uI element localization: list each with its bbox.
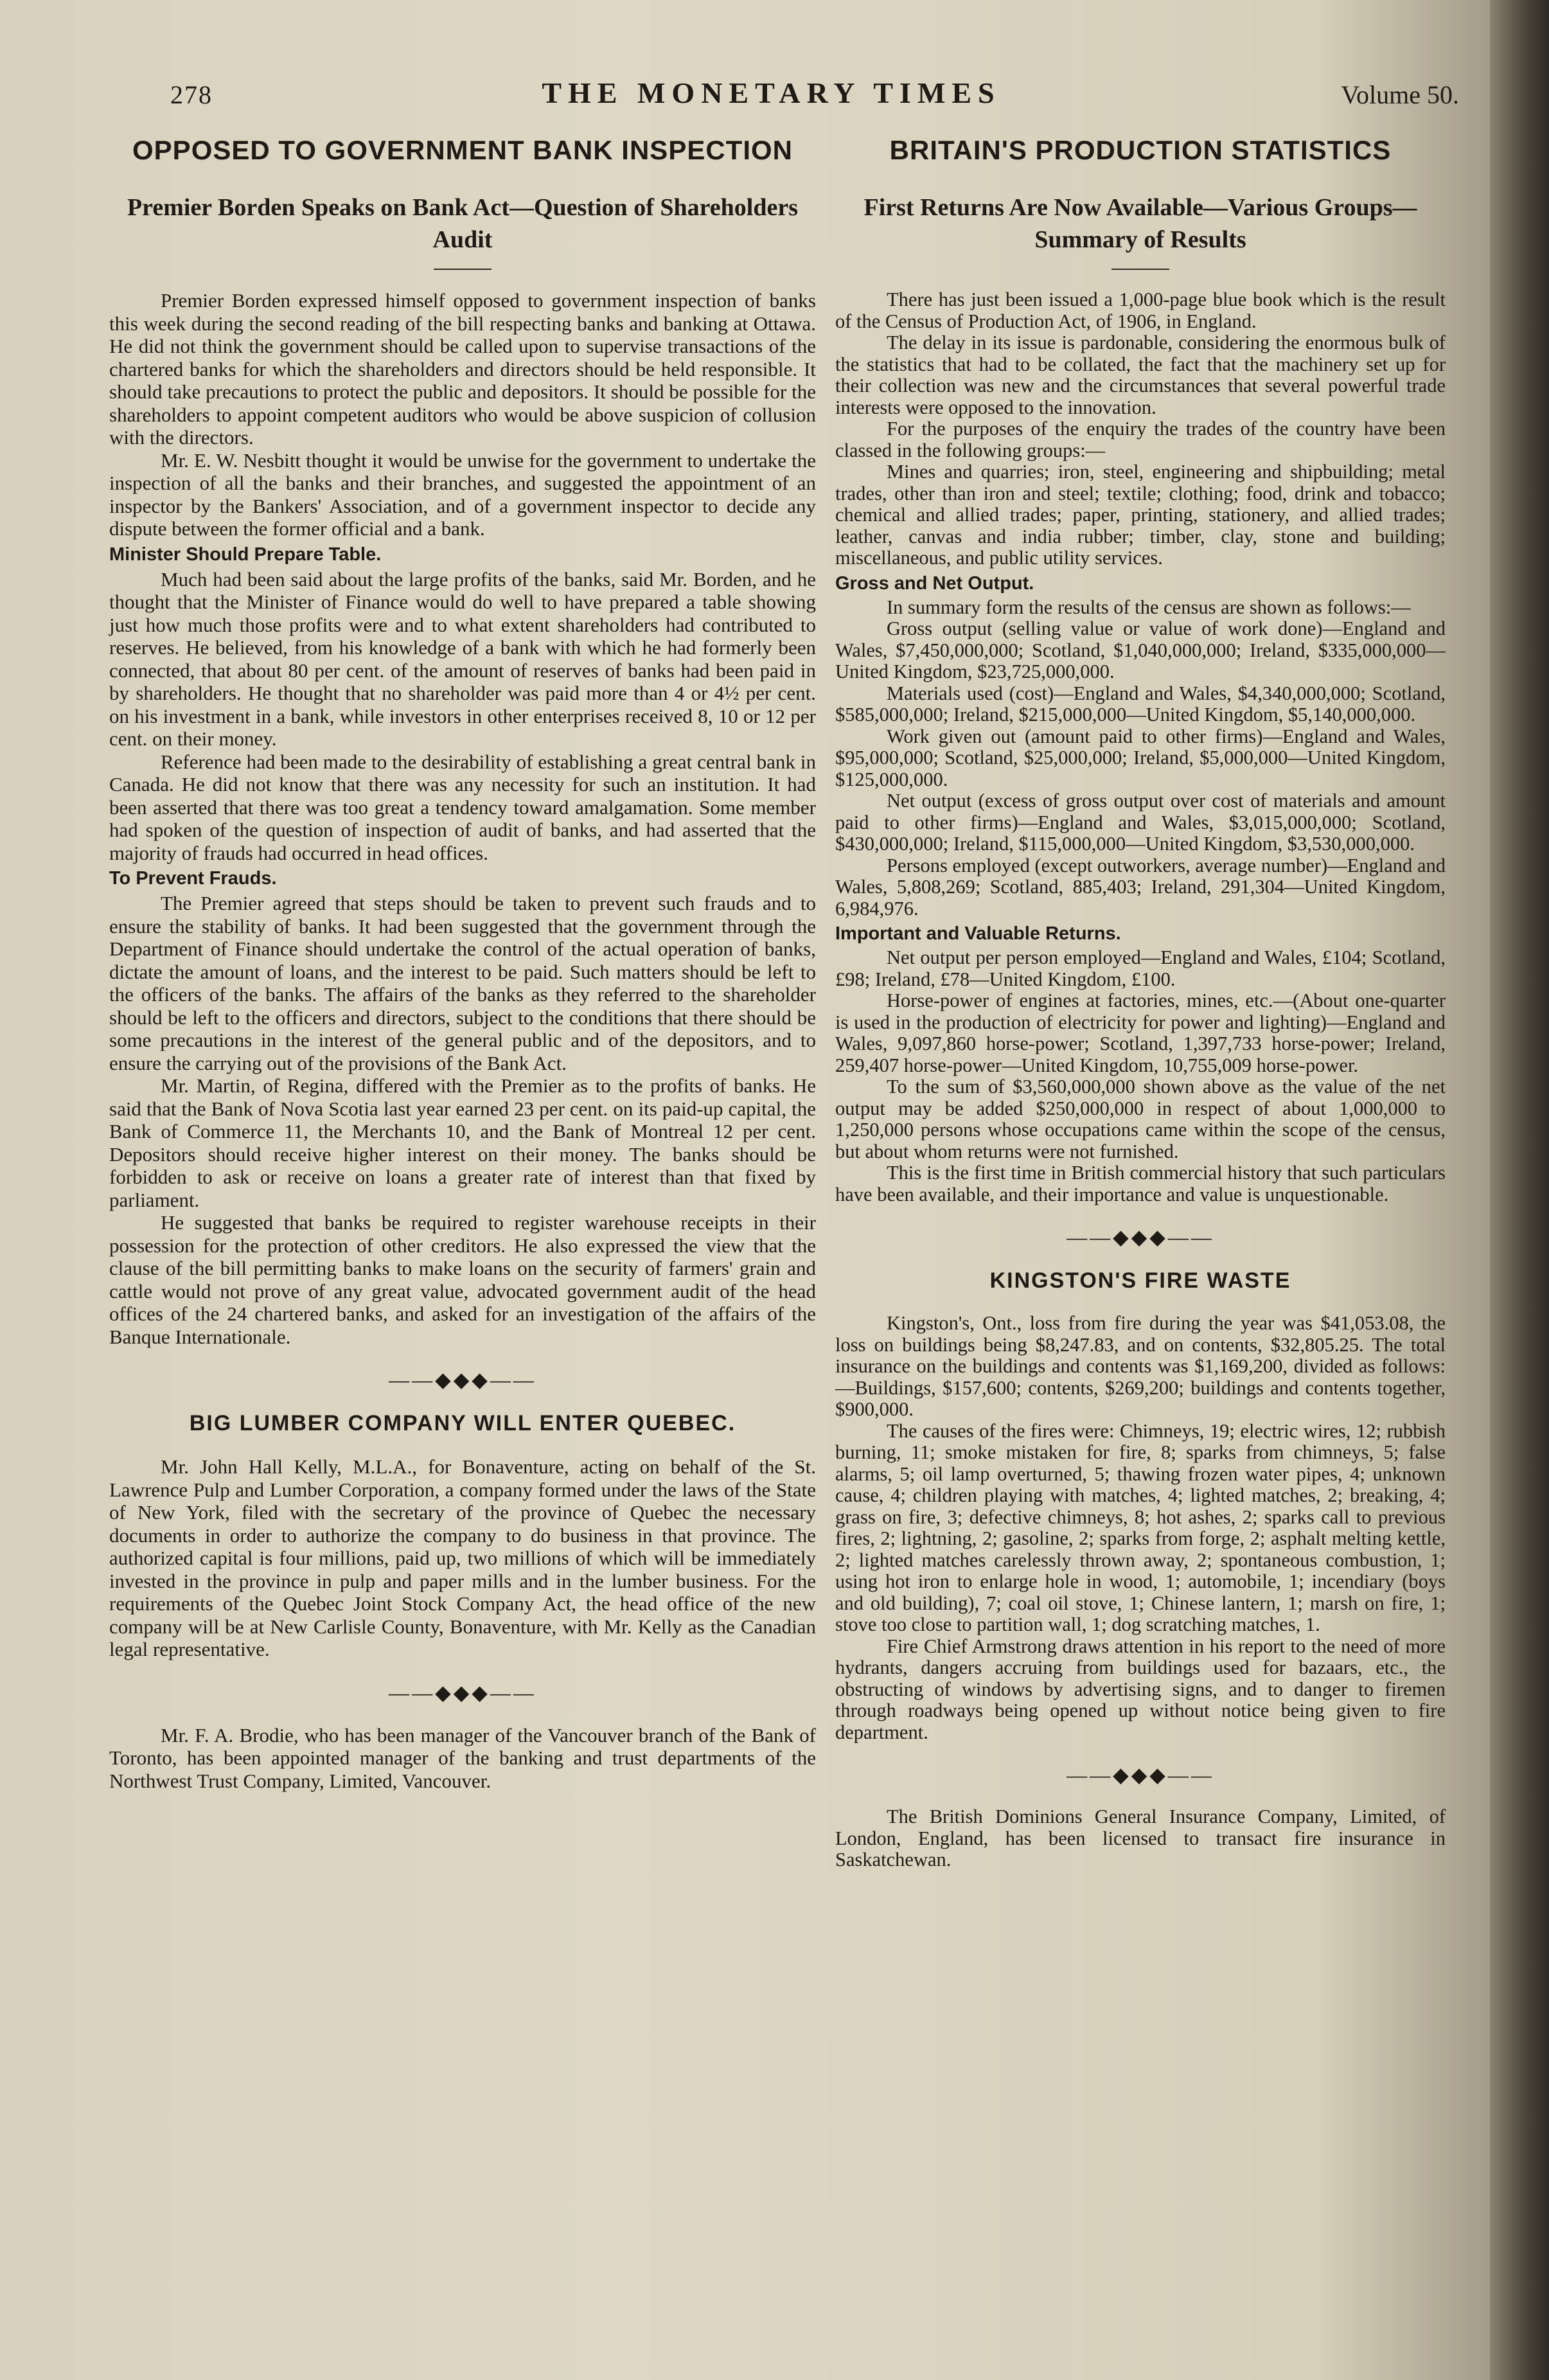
- left-column: [109, 135, 816, 1792]
- paragraph: Mr. E. W. Nesbitt thought it would be unwise for the government to undertake the inspection of all the banks and their branches, and suggested the appointment of an inspector by the Bankers' Association, and of a government inspector to decide any dispute between the former official and a bank.: [109, 448, 816, 540]
- paragraph: Persons employed (except outworkers, average number)—England and Wales, 5,808,269; Scotland, 885,403; Ireland, 291,304—United Kingdom, 6,984,976.: [835, 854, 1446, 919]
- paragraph: To the sum of $3,560,000,000 shown above as the value of the net output may be added $250,000,000 in respect of about 1,000,000 to 1,250,000 persons whose occupations came within the scope of the census, but about whom returns were not furnished.: [835, 1076, 1446, 1162]
- paragraph: In summary form the results of the census are shown as follows:—: [887, 596, 1411, 618]
- paragraph: The delay in its issue is pardonable, considering the enormous bulk of the statistics that had to be collated, the fact that the machinery set up for their collection was new and the circumstances that several powerful trade interests were opposed to the innovation.: [835, 332, 1446, 418]
- ornament-divider: ——◆◆◆——: [389, 1680, 536, 1704]
- ornament-divider: ——◆◆◆——: [1067, 1763, 1214, 1786]
- paragraph: Mr. John Hall Kelly, M.L.A., for Bonaventure, acting on behalf of the St. Lawrence Pulp and Lumber Corporation, a company formed under the laws of the State of New York, filed with the secretary of the province of Quebec the necessary documents in order to authorize the company to do business in that province. The authorized capital is four millions, paid up, two millions of which will be immediately invested in the province in pulp and paper mills and in the lumber business. For the requirements of the Quebec Joint Stock Company Act, the head office of the new company will be at New Carlisle County, Bonaventure, with Mr. Kelly as the Canadian legal representative.: [109, 1455, 816, 1660]
- article-title: BRITAIN'S PRODUCTION STATISTICS: [889, 135, 1392, 165]
- article-title: BIG LUMBER COMPANY WILL ENTER QUEBEC.: [189, 1411, 736, 1435]
- paragraph: The Premier agreed that steps should be taken to prevent such frauds and to ensure the stability of banks. It had been suggested that the government through the Department of Finance should undertake the control of the actual operation of banks, dictate the amount of loans, and the interest to be paid. Such matters should be left to the officers of the banks. The affairs of the banks as they referred to the shareholder should be left to the officers and directors, subject to the conditions that there should be some precautions in the interest of the general public and of the depositors, and to ensure the carrying out of the provisions of the Bank Act.: [109, 892, 816, 1074]
- section-heading: Minister Should Prepare Table.: [109, 544, 382, 565]
- paragraph: Net output (excess of gross output over cost of materials and amount paid to other firms)—England and Wales, $3,015,000,000; Scotland, $430,000,000; Ireland, $115,000,000—United Kingdom, $3,530,000,000.: [835, 790, 1446, 855]
- paragraph: This is the first time in British commercial history that such particulars have been available, and their importance and value is unquestionable.: [835, 1162, 1446, 1205]
- paragraph: Horse-power of engines at factories, mines, etc.—(About one-quarter is used in the production of electricity for power and lighting)—England and Wales, 9,097,860 horse-power; Scotland, 1,397,733 horse-power; Ireland, 259,407 horse-power—United Kingdom, 10,755,009 horse-power.: [835, 990, 1446, 1076]
- paragraph: Net output per person employed—England and Wales, £104; Scotland, £98; Ireland, £78—United Kingdom, £100.: [835, 946, 1446, 990]
- paragraph: For the purposes of the enquiry the trades of the country have been classed in the following groups:—: [835, 418, 1446, 461]
- paragraph: Reference had been made to the desirability of establishing a great central bank in Canada. He did not know that there was any necessity for such an institution. It had been asserted that there was too great a tendency toward amalgamation. Some member had spoken of the question of inspection of audit of banks, and had asserted that the majority of frauds had occurred in head offices.: [109, 750, 816, 864]
- article-subtitle: First Returns Are Now Available—Various Groups—Summary of Results: [863, 194, 1417, 253]
- paragraph: Mr. F. A. Brodie, who has been manager of the Vancouver branch of the Bank of Toronto, has been appointed manager of the banking and trust departments of the Northwest Trust Company, Limited, Vancouver.: [109, 1723, 816, 1792]
- paragraph: Fire Chief Armstrong draws attention in his report to the need of more hydrants, dangers accruing from buildings used for bazaars, etc., the obstructing of windows by advertising signs, and to danger to firemen through roadways being opened up without notice being given to fire department.: [835, 1635, 1446, 1743]
- paragraph: Mr. Martin, of Regina, differed with the Premier as to the profits of banks. He said that the Bank of Nova Scotia last year earned 23 per cent. on its paid-up capital, the Bank of Commerce 11, the Merchants 10, and the Bank of Montreal 12 per cent. Depositors should receive higher interest on their money. The banks should be forbidden to ask or receive on loans a greater rate of interest than that fixed by parliament.: [109, 1074, 816, 1211]
- section-heading: To Prevent Frauds.: [109, 868, 277, 889]
- paragraph: Work given out (amount paid to other firms)—England and Wales, $95,000,000; Scotland, $25,000,000; Ireland, $5,000,000—United Kingdom, $125,000,000.: [835, 725, 1446, 790]
- paragraph: Much had been said about the large profits of the banks, said Mr. Borden, and he thought that the Minister of Finance would do well to have prepared a table showing just how much those profits were and to what extent shareholders had contributed to reserves. He believed, from his knowledge of a bank with which he had formerly been connected, that about 80 per cent. of the amount of reserves of banks had been paid in by shareholders. He thought that no shareholder was paid more than 4 or 4½ per cent. on his investment in a bank, while investors in other enterprises received 8, 10 or 12 per cent. on their money.: [109, 567, 816, 750]
- ornament-divider: ——◆◆◆——: [389, 1368, 536, 1391]
- divider: [434, 269, 491, 270]
- section-heading: Gross and Net Output.: [835, 573, 1034, 594]
- article-subtitle: Premier Borden Speaks on Bank Act—Question of Shareholders Audit: [127, 194, 799, 253]
- paragraph: There has just been issued a 1,000-page blue book which is the result of the Census of Production Act, of 1906, in England.: [835, 289, 1446, 332]
- divider: [1111, 269, 1169, 270]
- paragraph: Premier Borden expressed himself opposed to government inspection of banks this week during the second reading of the bill respecting banks and banking at Ottawa. He did not think the government should be called upon to supervise transactions of the chartered banks for which the shareholders and directors should be held responsible. It should take precautions to protect the public and depositors. It should be possible for the shareholders to appoint competent auditors who would be above suspicion of collusion with the directors.: [109, 289, 816, 448]
- section-heading: Important and Valuable Returns.: [835, 923, 1121, 944]
- ornament-divider: ——◆◆◆——: [1067, 1225, 1214, 1248]
- paragraph: The causes of the fires were: Chimneys, 19; electric wires, 12; rubbish burning, 11; smoke mistaken for fire, 8; sparks from chimneys, 5; false alarms, 5; oil lamp overturned, 5; thawing frozen water pipes, 4; unknown cause, 4; children playing with matches, 4; lighted matches, 2; breaking, 4; grass on fire, 3; defective chimneys, 8; hot ashes, 2; sparks call to previous fires, 2; lightning, 2; gasoline, 2; sparks from forge, 2; asphalt melting kettle, 2; lighted matches carelessly thrown away, 2; spontaneous combustion, 1; using hot iron to enlarge hole in wood, 1; automobile, 1; incendiary (boys and old building), 7; coal oil stove, 1; Chinese lantern, 1; marsh on fire, 1; stove too close to partition wall, 1; dog scratching matches, 1.: [835, 1419, 1446, 1635]
- article-title: OPPOSED TO GOVERNMENT BANK INSPECTION: [132, 135, 793, 165]
- paragraph: He suggested that banks be required to register warehouse receipts in their possession for the protection of other creditors. He also expressed the view that the clause of the bill permitting banks to make loans on the security of farmers' grain and cattle would not prove of any great value, advocated government audit of the head offices of the 24 chartered banks, and asked for an investigation of the affairs of the Banque Internationale.: [109, 1211, 816, 1348]
- paragraph: Gross output (selling value or value of work done)—England and Wales, $7,450,000,000; Scotland, $1,040,000,000; Ireland, $335,000,000—United Kingdom, $23,725,000,000.: [835, 617, 1446, 682]
- paragraph: The British Dominions General Insurance Company, Limited, of London, England, has been licensed to transact fire insurance in Saskatchewan.: [835, 1806, 1446, 1870]
- paragraph: Materials used (cost)—England and Wales, $4,340,000,000; Scotland, $585,000,000; Ireland, $215,000,000—United Kingdom, $5,140,000,000.: [835, 682, 1446, 725]
- paragraph: Mines and quarries; iron, steel, engineering and shipbuilding; metal trades, other than iron and steel; textile; clothing; food, drink and tobacco; chemical and allied trades; paper, printing, stationery, and allied trades; leather, canvas and india rubber; timber, clay, stone and building; miscellaneous, and public utility services.: [835, 461, 1446, 569]
- journal-title: THE MONETARY TIMES: [542, 76, 1001, 109]
- running-head: [96, 76, 1459, 121]
- book-spine-shadow: [1490, 0, 1549, 2380]
- right-column: [835, 135, 1446, 1871]
- right-column-content: [835, 135, 1446, 1871]
- article-title: KINGSTON'S FIRE WASTE: [989, 1268, 1291, 1293]
- page-number: 278: [170, 80, 213, 109]
- volume-label: Volume 50.: [1341, 80, 1459, 109]
- paragraph: Kingston's, Ont., loss from fire during the year was $41,053.08, the loss on buildings being $8,247.83, and on contents, $32,805.25. The total insurance on the buildings and contents was $1,169,200, divided as follows:—Buildings, $157,600; contents, $269,200; buildings and contents together, $900,000.: [835, 1312, 1446, 1420]
